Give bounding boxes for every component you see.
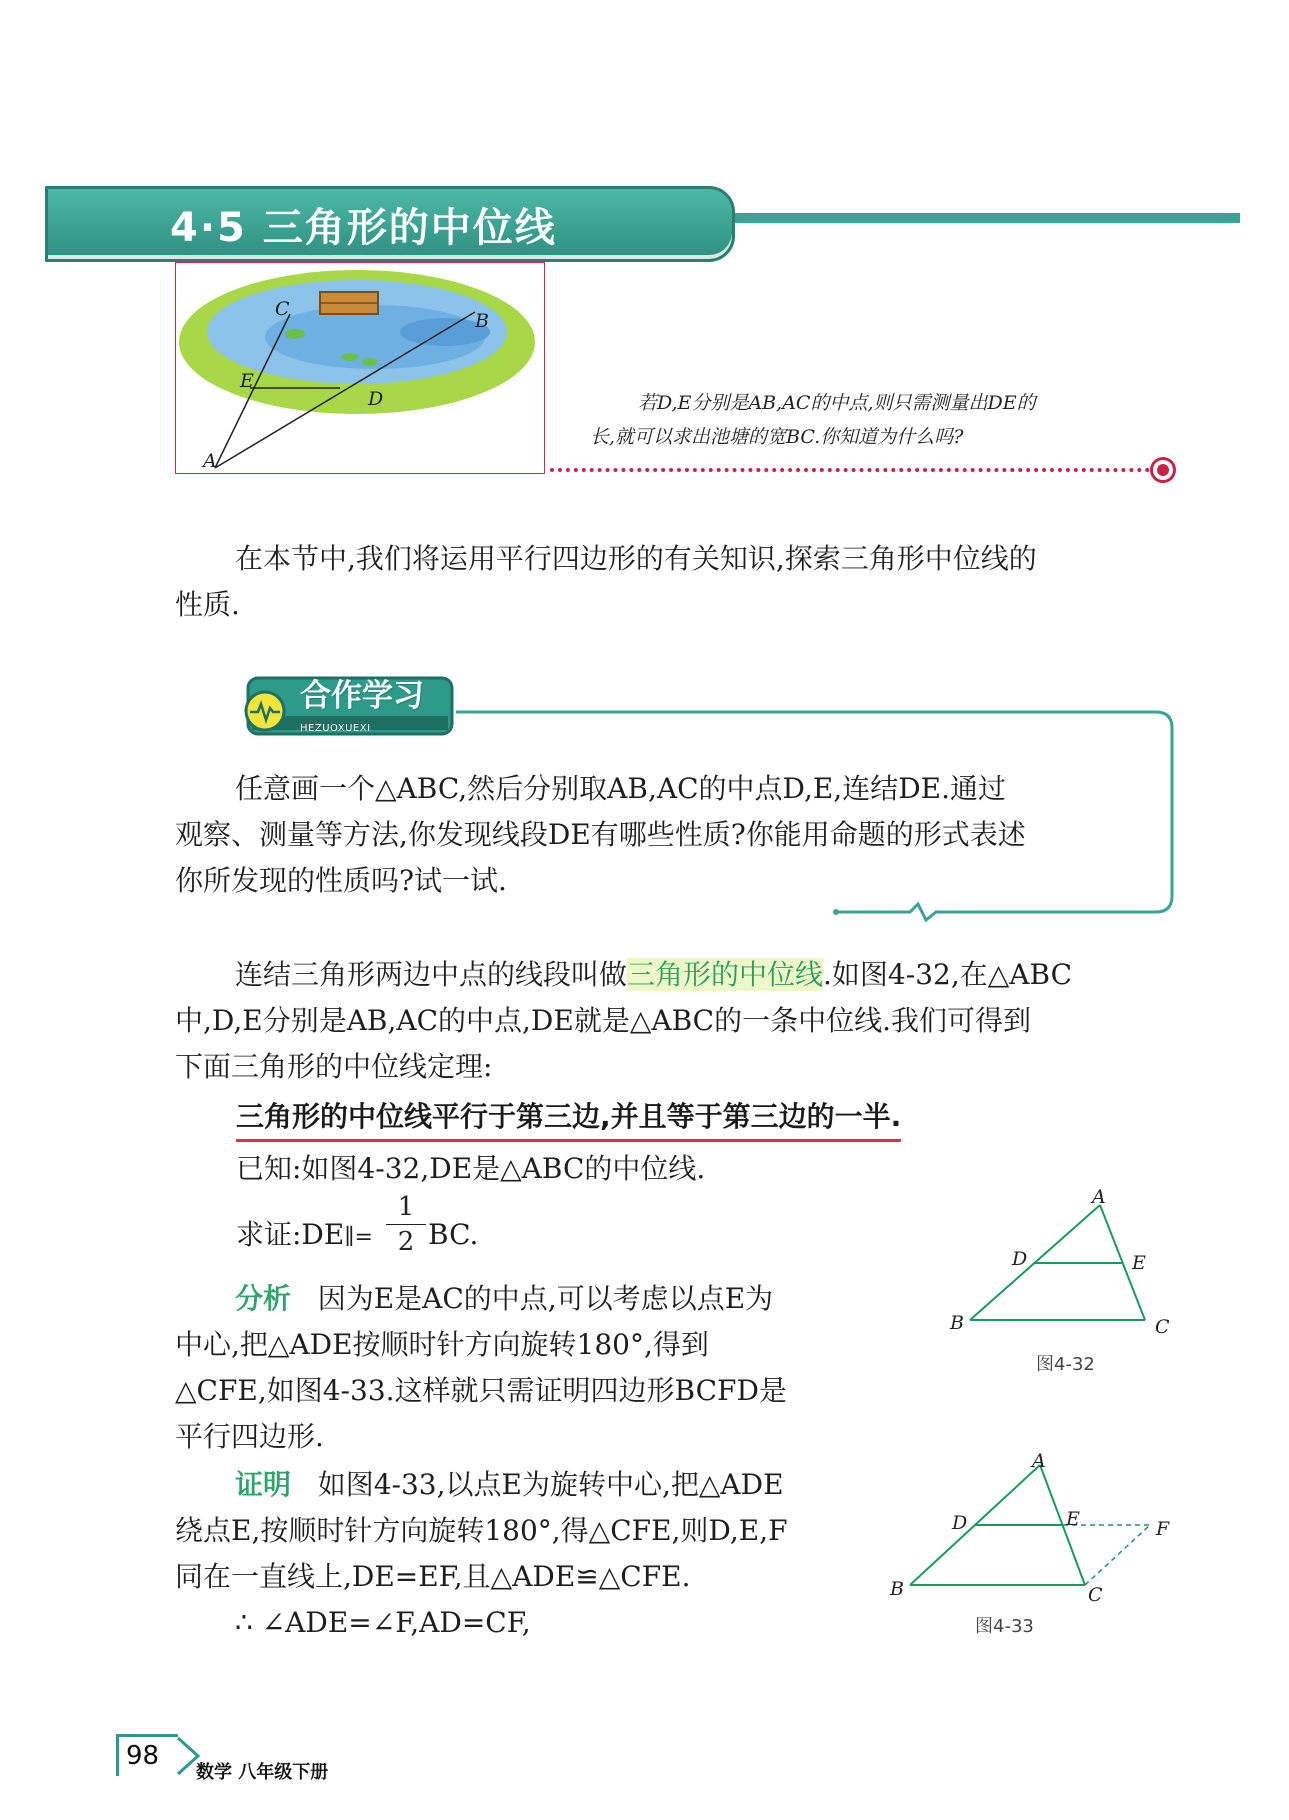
fig33-label-d: D [952, 1512, 968, 1534]
definition-paragraph [175, 952, 1185, 1090]
fraction-half [386, 1190, 426, 1259]
analysis-paragraph [175, 1276, 895, 1460]
pond-label-b: B [475, 310, 489, 332]
fig33-label-e: E [1066, 1508, 1080, 1530]
prove-rest: BC. [428, 1218, 479, 1251]
proof-paragraph [175, 1462, 895, 1646]
fig32-label-c: C [1155, 1316, 1170, 1338]
fig32-label-e: E [1132, 1252, 1146, 1274]
given-statement: 已知:如图4-32,DE是△ABC的中位线. [236, 1152, 706, 1185]
def-line2: 中,D,E分别是AB,AC的中点,DE就是△ABC的一条中位线.我们可得到 [175, 1004, 1031, 1037]
fig33-label-c: C [1088, 1584, 1103, 1606]
parallel-equal-symbol: ∥= [344, 1225, 373, 1250]
midline-theorem: 三角形的中位线平行于第三边,并且等于第三边的一半. [236, 1095, 901, 1142]
fig32-label-a: A [1092, 1186, 1106, 1208]
dotted-divider [550, 468, 1150, 472]
footer-book-title: 数学 八年级下册 [196, 1762, 329, 1783]
intro-line2: 性质. [175, 588, 240, 621]
analysis-line4: 平行四边形. [175, 1420, 324, 1453]
proof-keyword: 证明 [235, 1468, 292, 1501]
coop-line1: 任意画一个△ABC,然后分别取AB,AC的中点D,E,连结DE.通过 [235, 772, 1007, 805]
cooperative-subtitle: HEZUOXUEXI [300, 723, 371, 734]
analysis-line3: △CFE,如图4-33.这样就只需证明四边形BCFD是 [175, 1374, 787, 1407]
def-highlight: 三角形的中位线 [627, 958, 824, 991]
fig33-label-b: B [890, 1578, 904, 1600]
heartbeat-icon [244, 690, 286, 732]
prove-text: 求证:DE [236, 1218, 345, 1251]
fig33-label-f: F [1156, 1518, 1170, 1540]
fig32-label-b: B [950, 1312, 964, 1334]
fraction-numerator: 1 [386, 1190, 426, 1225]
proof-line4: ∴ ∠ADE=∠F,AD=CF, [235, 1606, 531, 1639]
cooperative-paragraph [175, 766, 1185, 904]
pond-caption [590, 386, 1150, 454]
fig33-label-a: A [1032, 1450, 1046, 1472]
fig32-label-d: D [1012, 1248, 1028, 1270]
pond-label-c: C [275, 298, 290, 320]
fig33-caption: 图4-33 [975, 1616, 1034, 1637]
cooperative-title: 合作学习 [300, 678, 424, 714]
proof-line2: 绕点E,按顺时针方向旋转180°,得△CFE,则D,E,F [175, 1514, 788, 1547]
def-line1-after: .如图4-32,在△ABC [823, 958, 1073, 991]
coop-line2: 观察、测量等方法,你发现线段DE有哪些性质?你能用命题的形式表述 [175, 818, 1026, 851]
section-title: 4·5 三角形的中位线 [170, 205, 557, 251]
fraction-denominator: 2 [397, 1227, 415, 1257]
proof-line3: 同在一直线上,DE=EF,且△ADE≌△CFE. [175, 1560, 691, 1593]
target-icon [1150, 457, 1176, 483]
pond-label-d: D [368, 388, 384, 410]
coop-line3: 你所发现的性质吗?试一试. [175, 864, 507, 897]
prove-label [236, 1212, 373, 1261]
analysis-line2: 中心,把△ADE按顺时针方向旋转180°,得到 [175, 1328, 709, 1361]
pond-caption-line1: 若D,E分别是AB,AC的中点,则只需测量出DE的 [638, 392, 1036, 414]
header-rule [720, 213, 1240, 223]
analysis-line1-text: 因为E是AC的中点,可以考虑以点E为 [317, 1282, 774, 1315]
pond-label-e: E [240, 370, 254, 392]
def-line1-before: 连结三角形两边中点的线段叫做 [235, 958, 628, 991]
intro-line1: 在本节中,我们将运用平行四边形的有关知识,探索三角形中位线的 [235, 542, 1037, 575]
proof-line1 [175, 1462, 895, 1508]
def-line3: 下面三角形的中位线定理: [175, 1050, 493, 1083]
def-line1 [175, 952, 1185, 998]
proof-line1-text: 如图4-33,以点E为旋转中心,把△ADE [317, 1468, 784, 1501]
fig32-caption: 图4-32 [1036, 1354, 1095, 1375]
analysis-line1 [175, 1276, 895, 1322]
pond-figure [175, 262, 545, 474]
pond-caption-line2: 长,就可以求出池塘的宽BC.你知道为什么吗? [590, 426, 964, 448]
pond-label-a: A [203, 450, 217, 472]
intro-paragraph [175, 536, 1185, 628]
analysis-keyword: 分析 [235, 1282, 292, 1315]
page-number: 98 [126, 1741, 160, 1771]
